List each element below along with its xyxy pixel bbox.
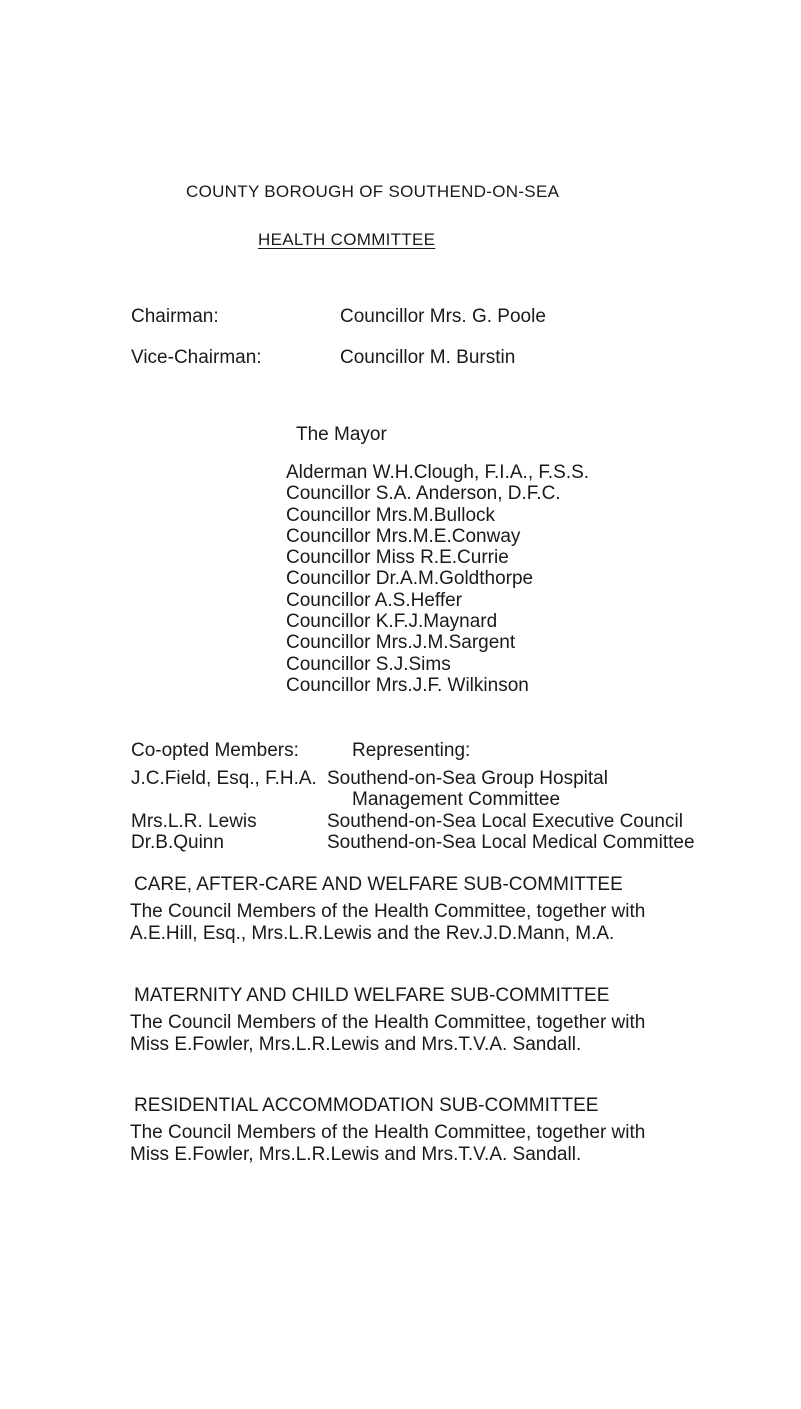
representing-item: Southend-on-Sea Group Hospital: [327, 768, 608, 789]
representing-item: Management Committee: [352, 789, 561, 811]
representing-item: Southend-on-Sea Local Medical Committee: [327, 832, 695, 854]
member-item: Councillor Mrs.M.Bullock: [286, 504, 496, 526]
vice-chairman-label: Vice-Chairman:: [131, 347, 262, 368]
coopted-names: [131, 768, 317, 854]
chairman-name: Councillor Mrs. G. Poole: [340, 306, 546, 327]
member-list: [286, 462, 589, 696]
subcommittee-title: CARE, AFTER-CARE AND WELFARE SUB-COMMITTEE: [134, 874, 623, 895]
member-item: Councillor Miss R.E.Currie: [286, 547, 509, 569]
mayor-line: The Mayor: [296, 424, 387, 445]
representing-list: [327, 768, 695, 854]
member-item: Councillor Mrs.J.F. Wilkinson: [286, 674, 529, 696]
subcommittee-title: RESIDENTIAL ACCOMMODATION SUB-COMMITTEE: [134, 1095, 599, 1116]
coopted-header: Co-opted Members:: [131, 740, 299, 761]
subcommittee-text: Miss E.Fowler, Mrs.L.R.Lewis and Mrs.T.V.A. Sandall.: [130, 1144, 582, 1165]
subcommittee-residential: [130, 1095, 645, 1166]
member-item: Councillor Dr.A.M.Goldthorpe: [286, 568, 534, 590]
representing-item: Southend-on-Sea Local Executive Council: [327, 810, 683, 832]
member-item: Alderman W.H.Clough, F.I.A., F.S.S.: [286, 462, 590, 483]
member-item: Councillor S.A. Anderson, D.F.C.: [286, 483, 561, 505]
subcommittee-text: The Council Members of the Health Committee, together with: [130, 901, 646, 922]
committee-title: HEALTH COMMITTEE: [258, 230, 436, 249]
chairman-label: Chairman:: [131, 306, 219, 327]
borough-title: COUNTY BOROUGH OF SOUTHEND-ON-SEA: [186, 182, 560, 201]
representing-header: Representing:: [352, 740, 471, 761]
member-item: Councillor K.F.J.Maynard: [286, 611, 498, 633]
subcommittee-text: The Council Members of the Health Committee, together with: [130, 1012, 646, 1033]
member-item: Councillor S.J.Sims: [286, 653, 451, 675]
coopted-name: [131, 789, 317, 810]
subcommittee-care: [130, 874, 645, 945]
coopted-name: Dr.B.Quinn: [131, 832, 224, 854]
member-item: Councillor Mrs.M.E.Conway: [286, 525, 521, 547]
subcommittee-text: The Council Members of the Health Committee, together with: [130, 1122, 646, 1143]
coopted-name: J.C.Field, Esq., F.H.A.: [131, 768, 317, 789]
subcommittee-maternity: [130, 985, 645, 1056]
member-item: Councillor A.S.Heffer: [286, 589, 463, 611]
subcommittee-text: Miss E.Fowler, Mrs.L.R.Lewis and Mrs.T.V.A. Sandall.: [130, 1034, 582, 1055]
subcommittee-title: MATERNITY AND CHILD WELFARE SUB-COMMITTEE: [134, 985, 610, 1006]
vice-chairman-name: Councillor M. Burstin: [340, 347, 516, 368]
member-item: Councillor Mrs.J.M.Sargent: [286, 632, 516, 654]
subcommittee-text: A.E.Hill, Esq., Mrs.L.R.Lewis and the Rev.J.D.Mann, M.A.: [130, 923, 615, 944]
coopted-name: Mrs.L.R. Lewis: [131, 810, 257, 832]
